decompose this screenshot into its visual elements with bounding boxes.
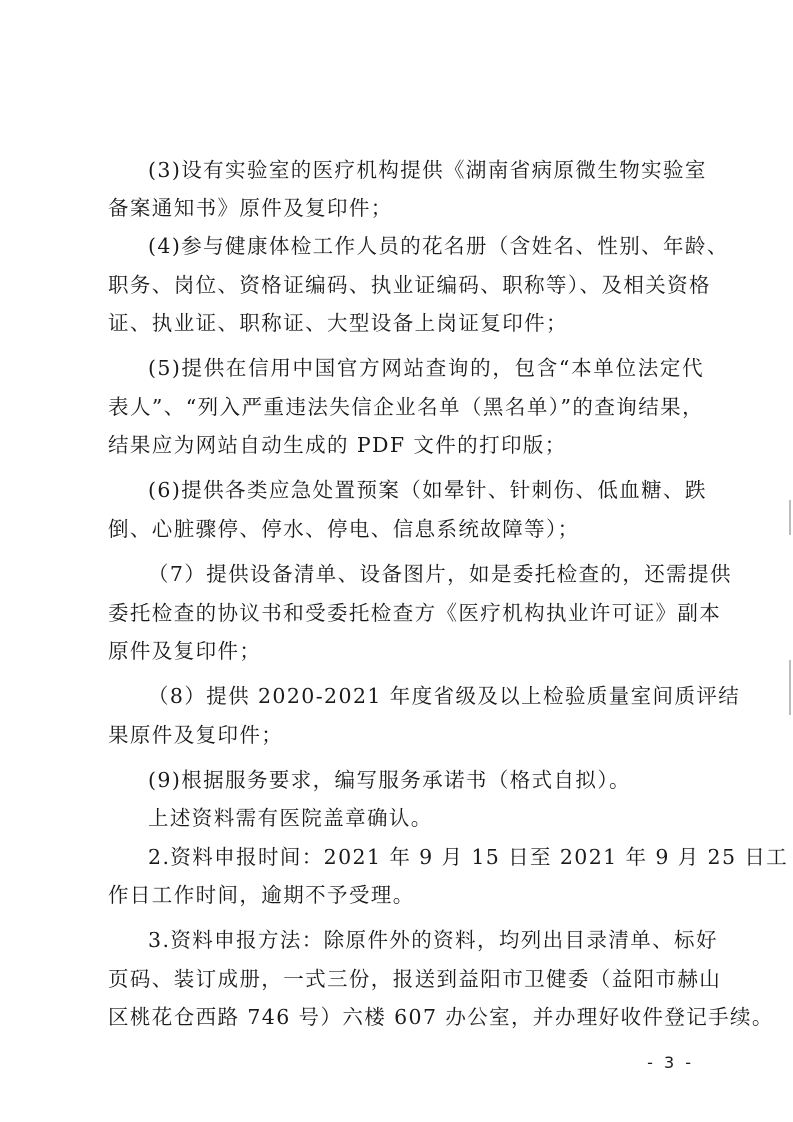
- seal-confirmation-line: 上述资料需有医院盖章确认。: [148, 806, 433, 830]
- paragraph-3-line-2: 备案通知书》原件及复印件；: [108, 196, 393, 220]
- paragraph-7-line-3: 原件及复印件；: [108, 639, 262, 663]
- paragraph-8-line-2: 果原件及复印件；: [108, 723, 284, 747]
- scan-edge-mark: [789, 500, 791, 535]
- submission-method-line-1: 3.资料申报方法：除原件外的资料，均列出目录清单、标好: [148, 928, 718, 952]
- paragraph-9-line-1: (9)根据服务要求，编写服务承诺书（格式自拟）。: [148, 768, 631, 792]
- paragraph-7-line-2: 委托检查的协议书和受委托检查方《医疗机构执业许可证》副本: [108, 601, 722, 625]
- paragraph-5-line-2: 表人”、“列入严重违法失信企业名单（黑名单）”的查询结果，: [108, 395, 704, 419]
- scan-edge-mark: [789, 660, 791, 715]
- paragraph-4-line-1: (4)参与健康体检工作人员的花名册（含姓名、性别、年龄、: [148, 234, 729, 258]
- paragraph-6-line-2: 倒、心脏骤停、停水、停电、信息系统故障等）；: [108, 517, 580, 541]
- paragraph-4-line-3: 证、执业证、职称证、大型设备上岗证复印件；: [108, 311, 568, 335]
- paragraph-5-line-3: 结果应为网站自动生成的 PDF 文件的打印版；: [108, 433, 567, 457]
- page-number: - 3 -: [647, 1053, 694, 1072]
- paragraph-8-line-1: （8）提供 2020-2021 年度省级及以上检验质量室间质评结: [148, 684, 741, 708]
- paragraph-3-line-1: (3)设有实验室的医疗机构提供《湖南省病原微生物实验室: [148, 158, 707, 182]
- submission-time-line-1: 2.资料申报时间：2021 年 9 月 15 日至 2021 年 9 月 25 日工: [148, 845, 789, 869]
- paragraph-7-line-1: （7）提供设备清单、设备图片，如是委托检查的，还需提供: [148, 562, 732, 586]
- paragraph-4-line-2: 职务、岗位、资格证编码、执业证编码、职称等）、及相关资格: [108, 273, 711, 297]
- submission-method-line-3: 区桃花仓西路 746 号）六楼 607 办公室，并办理好收件登记手续。: [108, 1005, 774, 1029]
- paragraph-6-line-1: (6)提供各类应急处置预案（如晕针、针刺伤、低血糖、跌: [148, 478, 707, 502]
- submission-time-line-2: 作日工作时间，逾期不予受理。: [108, 883, 415, 907]
- paragraph-5-line-1: (5)提供在信用中国官方网站查询的，包含“本单位法定代: [148, 356, 704, 380]
- submission-method-line-2: 页码、装订成册，一式三份，报送到益阳市卫健委（益阳市赫山: [108, 967, 722, 991]
